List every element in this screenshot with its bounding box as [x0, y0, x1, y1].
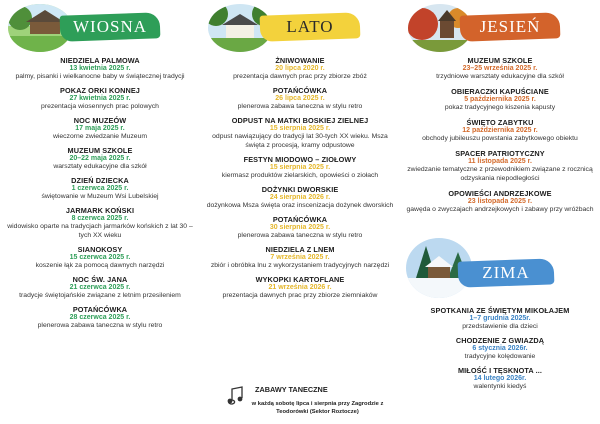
event-item	[0, 56, 200, 81]
summer-events	[200, 56, 400, 305]
event-date: 15 sierpnia 2025 r.	[269, 164, 331, 171]
event-item	[200, 245, 400, 270]
event-item	[400, 336, 600, 361]
event-description: prezentacja dawnych prac przy zbiorze ziemniaków	[222, 292, 378, 299]
event-item	[200, 215, 400, 240]
event-item	[200, 86, 400, 111]
spring-header	[0, 0, 200, 54]
event-date: 1 czerwca 2025 r.	[71, 185, 129, 192]
event-title: ŻNIWOWANIE	[275, 56, 325, 65]
event-description: plenerowa zabawa taneczna w stylu retro	[37, 322, 163, 329]
event-date: 27 kwietnia 2025 r.	[69, 95, 131, 102]
winter-header	[400, 238, 600, 300]
event-item	[400, 189, 600, 214]
event-item	[400, 56, 600, 81]
event-item	[200, 56, 400, 81]
summer-column	[200, 0, 400, 424]
event-date: 1–7 grudnia 2025r.	[469, 315, 531, 322]
event-description: zwiedzanie tematyczne z przewodnikiem związane z rocznicą odzyskania niepodległości	[407, 166, 593, 182]
event-title: FESTYN MIODOWO – ZIOŁOWY	[243, 155, 357, 164]
spring-title: WIOSNA	[73, 17, 147, 36]
event-title: ŚWIĘTO ZABYTKU	[466, 118, 534, 127]
event-description: trzydniowe warsztaty edukacyjne dla szkół	[436, 73, 564, 80]
event-item	[0, 86, 200, 111]
event-description: obchody jubileuszu powstania zabytkowego obiektu	[422, 135, 578, 142]
event-item	[0, 245, 200, 270]
event-item	[0, 305, 200, 330]
event-description: plenerowa zabawa taneczna w stylu retro	[237, 103, 363, 110]
event-date: 21 września 2026 r.	[268, 284, 332, 291]
event-date: 20 lipca 2020 r.	[275, 65, 325, 72]
event-title: SPACER PATRIOTYCZNY	[455, 149, 545, 158]
event-date: 30 sierpnia 2025 r.	[269, 224, 331, 231]
winter-title: ZIMA	[482, 263, 530, 282]
event-description: tradycyjne kolędowanie	[464, 353, 536, 360]
event-date: 15 czerwca 2025 r.	[69, 254, 131, 261]
event-item	[0, 275, 200, 300]
event-description: palmy, pisanki i wielkanocne baby w świątecznej tradycji	[15, 73, 185, 80]
event-description: wieczorne zwiedzanie Muzeum	[52, 133, 148, 140]
spring-events	[0, 56, 200, 335]
event-title: POTAŃCÓWKA	[272, 86, 328, 95]
event-title: JARMARK KOŃSKI	[65, 206, 135, 215]
event-date: 14 lutego 2026r.	[473, 375, 527, 382]
event-item	[400, 118, 600, 143]
event-date: 23 listopada 2025 r.	[467, 198, 533, 205]
event-date: 26 lipca 2025 r.	[275, 95, 325, 102]
event-description: świętowanie w Muzeum Wsi Lubelskiej	[41, 193, 159, 200]
event-description: plenerowa zabawa taneczna w stylu retro	[237, 232, 363, 239]
dance-subtitle: w każdą sobotę lipca i sierpnia przy Zagrodzie z Teodorówki (Sektor Roztocze)	[251, 401, 384, 415]
event-item	[400, 87, 600, 112]
event-title: OPOWIEŚCI ANDRZEJKOWE	[448, 189, 552, 198]
event-title: POTAŃCÓWKA	[272, 215, 328, 224]
event-title: NOC ŚW. JANA	[72, 275, 128, 284]
event-date: 5 października 2025 r.	[464, 96, 536, 103]
event-description: odpust nawiązujący do tradycji lat 30-tych XX wieku. Msza święta z procesją, kramy odpustowe	[212, 133, 388, 149]
event-description: koszenie łąk za pomocą dawnych narzędzi	[35, 262, 165, 269]
event-date: 11 listopada 2025 r.	[468, 158, 532, 165]
event-title: SPOTKANIA ZE ŚWIĘTYM MIKOŁAJEM	[430, 306, 570, 315]
event-date: 21 czerwca 2025 r.	[69, 284, 131, 291]
event-description: przedstawienie dla dzieci	[462, 323, 538, 330]
event-item	[400, 366, 600, 391]
event-date: 23–25 września 2025 r.	[462, 65, 538, 72]
summer-header	[200, 0, 400, 54]
event-title: POKAZ ORKI KONNEJ	[60, 86, 140, 95]
event-description: zbiór i obróbka lnu z wykorzystaniem tradycyjnych narzędzi	[210, 262, 390, 269]
event-item	[0, 116, 200, 141]
event-date: 17 maja 2025 r.	[75, 125, 125, 132]
event-item	[0, 206, 200, 240]
winter-events	[400, 306, 600, 396]
event-title: NIEDZIELA PALMOWA	[60, 56, 140, 65]
autumn-title: JESIEŃ	[479, 17, 541, 36]
event-date: 7 września 2025 r.	[270, 254, 330, 261]
event-title: SIANOKOSY	[77, 245, 123, 254]
event-description: dożynkowa Msza święta oraz inscenizacja dożynek dworskich	[206, 202, 394, 209]
event-description: prezentacja dawnych prac przy zbiorze zbóż	[233, 73, 367, 80]
event-item	[200, 185, 400, 210]
dance-title: ZABAWY TANECZNE	[255, 385, 328, 394]
event-date: 12 października 2025 r.	[462, 127, 538, 134]
event-date: 15 sierpnia 2025 r.	[269, 125, 331, 132]
event-description: pokaz tradycyjnego kiszenia kapusty	[444, 104, 556, 111]
event-date: 24 sierpnia 2026 r.	[269, 194, 331, 201]
event-title: OBIERACZKI KAPUŚCIANE	[451, 87, 549, 96]
event-title: CHODZENIE Z GWIAZDĄ	[455, 336, 545, 345]
event-date: 28 czerwca 2025 r.	[69, 314, 131, 321]
event-item	[400, 306, 600, 331]
event-title: DZIEŃ DZIECKA	[71, 176, 129, 185]
event-title: MIŁOŚĆ I TĘSKNOTA ...	[458, 366, 542, 375]
event-description: gawęda o zwyczajach andrzejkowych i zabawy przy wróżbach	[406, 206, 594, 213]
autumn-header	[400, 0, 600, 54]
event-title: MUZEUM SZKOLE	[467, 56, 533, 65]
event-description: kiermasz produktów zielarskich, opowieści o ziołach	[221, 172, 379, 179]
event-title: NIEDZIELA Z LNEM	[265, 245, 335, 254]
event-title: WYKOPKI KARTOFLANE	[255, 275, 345, 284]
event-item	[0, 146, 200, 171]
event-item	[400, 149, 600, 183]
event-title: NOC MUZEÓW	[73, 116, 127, 125]
event-description: tradycje świętojańskie związane z letnim przesileniem	[19, 292, 181, 299]
autumn-events	[400, 56, 600, 220]
event-description: widowisko oparte na tradycjach jarmarków końskich z lat 30 – tych XX wieku	[7, 223, 193, 239]
event-date: 13 kwietnia 2025 r.	[69, 65, 131, 72]
summer-title: LATO	[286, 17, 334, 36]
event-item	[200, 116, 400, 150]
event-item	[200, 275, 400, 300]
event-title: POTAŃCÓWKA	[72, 305, 128, 314]
event-item	[200, 155, 400, 180]
event-date: 6 stycznia 2026r.	[472, 345, 528, 352]
event-date: 8 czerwca 2025 r.	[71, 215, 129, 222]
event-item	[0, 176, 200, 201]
event-description: warsztaty edukacyjne dla szkół	[53, 163, 147, 170]
event-date: 20–22 maja 2025 r.	[69, 155, 131, 162]
event-description: prezentacja wiosennych prac polowych	[41, 103, 159, 110]
event-title: MUZEUM SZKOLE	[67, 146, 133, 155]
spring-column	[0, 0, 200, 424]
event-description: walentynki kiedyś	[473, 383, 527, 390]
event-title: ODPUST NA MATKI BOSKIEJ ZIELNEJ	[231, 116, 369, 125]
event-title: DOŻYNKI DWORSKIE	[261, 185, 339, 194]
